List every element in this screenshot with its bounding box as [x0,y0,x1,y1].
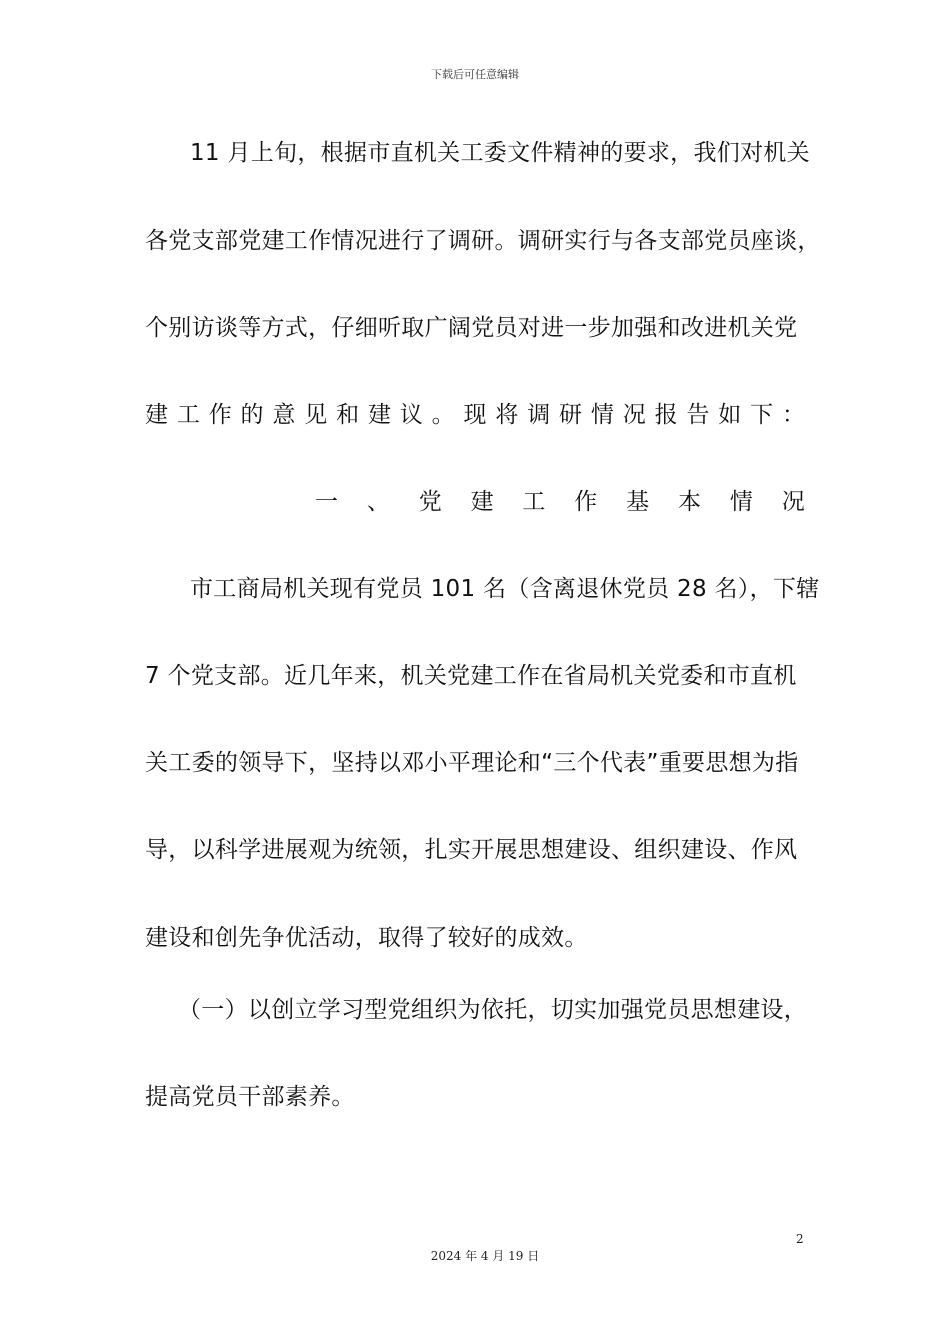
paragraph-line: 市工商局机关现有党员 101 名（含离退休党员 28 名），下辖 [190,576,820,602]
header-note: 下载后可任意编辑 [431,68,519,81]
section-heading: 一、党建工作基本情况 [315,489,805,515]
paragraph-line: 11 月上旬，根据市直机关工委文件精神的要求，我们对机关 [190,140,810,166]
paragraph-line: 关工委的领导下，坚持以邓小平理论和“三个代表”重要思想为指 [145,750,799,776]
paragraph-line: 个别访谈等方式，仔细听取广阔党员对进一步加强和改进机关党 [145,315,798,341]
paragraph-line: 提高党员干部素养。 [145,1084,355,1110]
paragraph-line: 建工作的意见和建议。现将调研情况报告如下： [145,402,805,428]
paragraph-line: 各党支部党建工作情况进行了调研。调研实行与各支部党员座谈， [145,228,821,254]
subheading-line: （一）以创立学习型党组织为依托，切实加强党员思想建设， [178,997,808,1023]
paragraph-line: 7 个党支部。近几年来，机关党建工作在省局机关党委和市直机 [145,663,797,689]
paragraph-line: 建设和创先争优活动，取得了较好的成效。 [145,925,588,951]
footer-date: 2024 年 4 月 19 日 [430,1249,540,1263]
page-number: 2 [796,1232,804,1246]
paragraph-line: 导，以科学进展观为统领，扎实开展思想建设、组织建设、作风 [145,837,798,863]
